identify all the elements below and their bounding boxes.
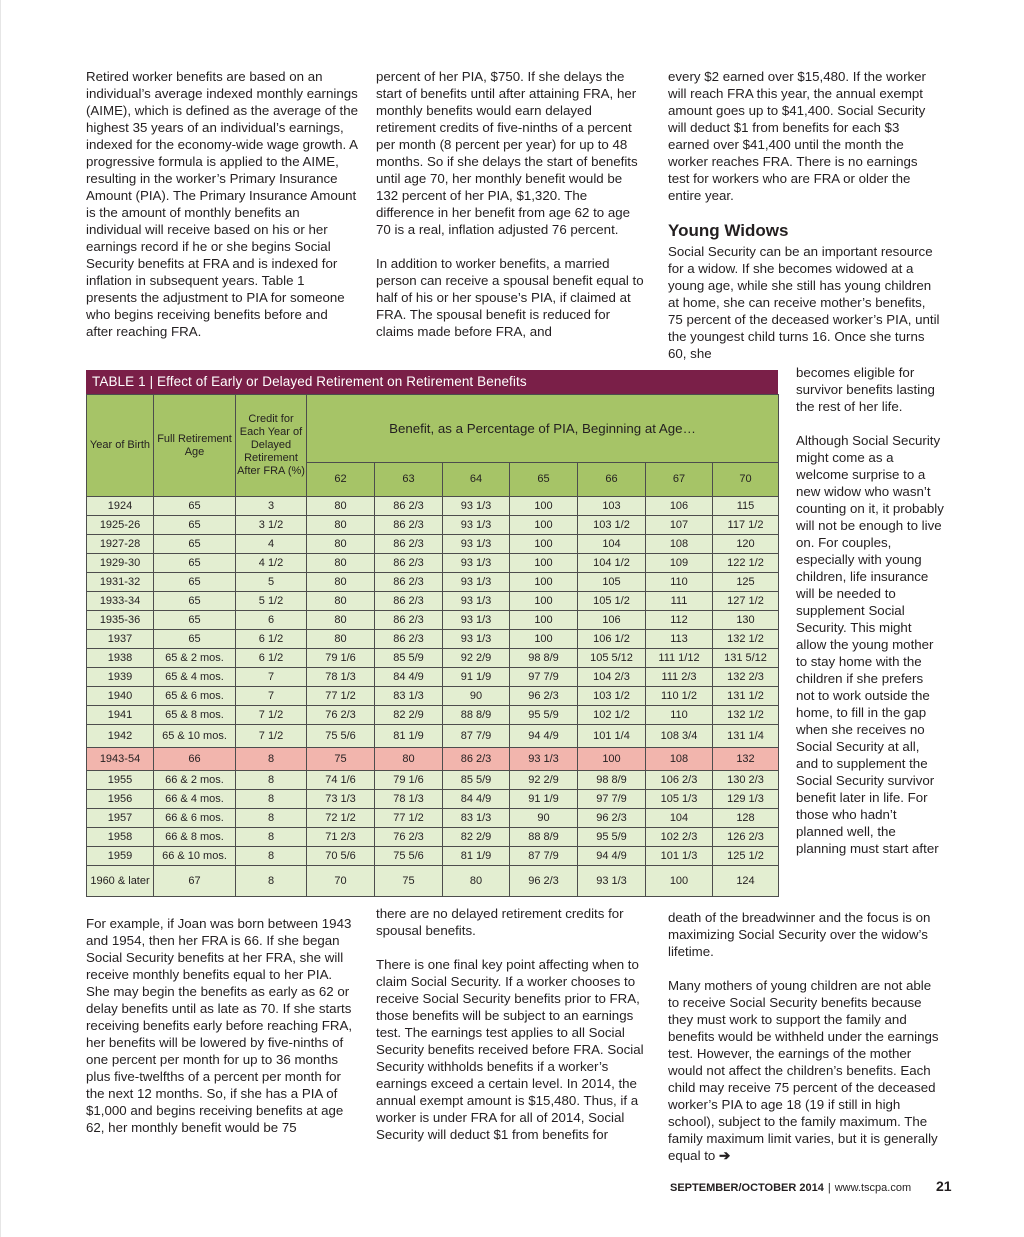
cell-benefit: 91 1/9 [510,790,578,809]
cell-benefit: 131 1/2 [713,687,779,706]
cell-fra: 66 & 10 mos. [154,847,236,866]
cell-benefit: 125 1/2 [713,847,779,866]
cell-fra: 66 & 2 mos. [154,771,236,790]
cell-benefit: 131 1/4 [713,725,779,748]
cell-credit: 8 [236,748,307,771]
cell-year: 1937 [87,630,154,649]
cell-benefit: 115 [713,497,779,516]
cell-fra: 65 [154,592,236,611]
cell-benefit: 90 [510,809,578,828]
cell-benefit: 92 2/9 [443,649,510,668]
cell-benefit: 80 [307,554,375,573]
cell-year: 1927-28 [87,535,154,554]
cell-fra: 65 & 2 mos. [154,649,236,668]
issue-date: SEPTEMBER/OCTOBER 2014 [670,1182,824,1194]
cell-fra: 65 [154,497,236,516]
column-3 [668,68,940,362]
cell-benefit: 75 [307,748,375,771]
cell-credit: 8 [236,828,307,847]
cell-fra: 65 & 10 mos. [154,725,236,748]
table-row [87,535,779,554]
cell-benefit: 103 1/2 [578,687,646,706]
page-number: 21 [936,1178,952,1194]
cell-benefit: 105 5/12 [578,649,646,668]
cell-benefit: 86 2/3 [375,573,443,592]
paragraph [668,977,944,1164]
cell-benefit: 88 8/9 [510,828,578,847]
cell-fra: 66 & 8 mos. [154,828,236,847]
cell-benefit: 82 2/9 [443,828,510,847]
cell-benefit: 104 [578,535,646,554]
table-row [87,687,779,706]
cell-fra: 66 [154,748,236,771]
paragraph: Retired worker benefits are based on an individual’s average indexed monthly earnings (AIME), which is defined as the average of the highest 35 years of an individual’s earnings, indexed for the economy-wide wage growth. A progressive formula is applied to the AIME, resulting in the worker’s Primary Insurance Amount (PIA). The Primary Insurance Amount is the amount of monthly benefits an individual will receive based on his or her earnings record if he or she begins Social Security benefits at FRA and is indexed for inflation in subsequent years. Table 1 presents the adjustment to PIA for someone who begins receiving benefits before and after reaching FRA. [86,69,358,339]
paragraph-text: Many mothers of young children are not able to receive Social Security benefits because they must work to support the family and benefits would be withheld under the earnings test. However, the earnings of the mother would not affect the children’s benefits. Each child may receive 75 percent of the deceased worker’s PIA to age 18 (19 if still in high school), subject to the family maximum. The family maximum limit varies, but it is generally equal to [668,978,939,1163]
cell-fra: 67 [154,866,236,897]
cell-benefit: 100 [510,516,578,535]
cell-benefit: 106 2/3 [646,771,713,790]
table-row [87,516,779,535]
cell-credit: 4 1/2 [236,554,307,573]
header-year-of-birth: Year of Birth [87,395,154,497]
table-row [87,809,779,828]
cell-benefit: 112 [646,611,713,630]
cell-benefit: 105 [578,573,646,592]
cell-benefit: 102 1/2 [578,706,646,725]
cell-benefit: 83 1/3 [375,687,443,706]
cell-benefit: 80 [307,516,375,535]
cell-benefit: 104 2/3 [578,668,646,687]
cell-credit: 3 1/2 [236,516,307,535]
cell-benefit: 132 [713,748,779,771]
cell-credit: 7 [236,668,307,687]
cell-benefit: 86 2/3 [443,748,510,771]
cell-fra: 66 & 6 mos. [154,809,236,828]
cell-benefit: 111 2/3 [646,668,713,687]
cell-year: 1924 [87,497,154,516]
cell-fra: 65 [154,554,236,573]
cell-benefit: 102 2/3 [646,828,713,847]
cell-benefit: 127 1/2 [713,592,779,611]
header-age: 62 [307,463,375,497]
cell-benefit: 106 1/2 [578,630,646,649]
cell-benefit: 76 2/3 [307,706,375,725]
cell-benefit: 82 2/9 [375,706,443,725]
cell-benefit: 76 2/3 [375,828,443,847]
cell-benefit: 70 5/6 [307,847,375,866]
cell-credit: 8 [236,771,307,790]
cell-benefit: 93 1/3 [443,592,510,611]
page-edge [0,0,1,1237]
cell-year: 1940 [87,687,154,706]
cell-credit: 8 [236,866,307,897]
paragraph: death of the breadwinner and the focus is on maximizing Social Security over the widow’s lifetime. [668,910,931,959]
cell-benefit: 88 8/9 [443,706,510,725]
cell-benefit: 110 1/2 [646,687,713,706]
table-row [87,790,779,809]
cell-benefit: 86 2/3 [375,592,443,611]
cell-benefit: 100 [578,748,646,771]
cell-benefit: 93 1/3 [443,573,510,592]
table-row [87,592,779,611]
table-row [87,725,779,748]
cell-fra: 65 [154,573,236,592]
cell-benefit: 105 1/2 [578,592,646,611]
cell-benefit: 100 [510,592,578,611]
cell-benefit: 104 [646,809,713,828]
cell-benefit: 91 1/9 [443,668,510,687]
cell-benefit: 81 1/9 [375,725,443,748]
cell-benefit: 131 5/12 [713,649,779,668]
cell-benefit: 74 1/6 [307,771,375,790]
cell-benefit: 87 7/9 [510,847,578,866]
cell-credit: 6 1/2 [236,649,307,668]
paragraph: every $2 earned over $15,480. If the worker will reach FRA this year, the annual exempt amount goes up to $41,400. Social Security will deduct $1 from benefits for each $3 earned over $41,400 until the month the worker reaches FRA. There is no earnings test for workers who are FRA or older the entire year. [668,69,926,203]
cell-benefit: 93 1/3 [443,535,510,554]
cell-benefit: 132 2/3 [713,668,779,687]
cell-year: 1955 [87,771,154,790]
cell-benefit: 113 [646,630,713,649]
cell-year: 1925-26 [87,516,154,535]
cell-benefit: 93 1/3 [443,630,510,649]
cell-benefit: 80 [307,592,375,611]
table-row [87,828,779,847]
cell-year: 1960 & later [87,866,154,897]
cell-benefit: 93 1/3 [443,497,510,516]
cell-benefit: 100 [510,535,578,554]
cell-benefit: 78 1/3 [375,790,443,809]
paragraph: becomes eligible for survivor benefits lasting the rest of her life. [796,365,935,414]
table-row [87,847,779,866]
cell-benefit: 130 2/3 [713,771,779,790]
continue-arrow-icon: ➔ [719,1148,731,1163]
cell-benefit: 92 2/9 [510,771,578,790]
table-row [87,866,779,897]
table-row [87,668,779,687]
cell-benefit: 107 [646,516,713,535]
cell-benefit: 80 [307,535,375,554]
column-1 [86,68,358,340]
cell-credit: 8 [236,809,307,828]
cell-fra: 65 [154,516,236,535]
cell-benefit: 93 1/3 [443,554,510,573]
cell-fra: 65 & 8 mos. [154,706,236,725]
cell-benefit: 96 2/3 [510,866,578,897]
cell-year: 1943-54 [87,748,154,771]
cell-year: 1933-34 [87,592,154,611]
cell-benefit: 100 [510,573,578,592]
cell-benefit: 110 [646,573,713,592]
cell-year: 1935-36 [87,611,154,630]
cell-benefit: 90 [443,687,510,706]
table-row [87,706,779,725]
table-row [87,630,779,649]
cell-benefit: 75 [375,866,443,897]
footer-separator: | [827,1182,831,1194]
cell-benefit: 80 [307,611,375,630]
cell-benefit: 77 1/2 [307,687,375,706]
cell-benefit: 86 2/3 [375,535,443,554]
cell-benefit: 103 [578,497,646,516]
cell-credit: 7 [236,687,307,706]
cell-benefit: 129 1/3 [713,790,779,809]
cell-benefit: 79 1/6 [375,771,443,790]
cell-benefit: 95 5/9 [510,706,578,725]
cell-credit: 7 1/2 [236,706,307,725]
cell-benefit: 84 4/9 [375,668,443,687]
section-heading: Young Widows [668,221,789,240]
cell-benefit: 98 8/9 [510,649,578,668]
cell-year: 1942 [87,725,154,748]
cell-benefit: 73 1/3 [307,790,375,809]
cell-benefit: 80 [307,573,375,592]
cell-benefit: 126 2/3 [713,828,779,847]
cell-fra: 65 & 6 mos. [154,687,236,706]
column-3-bottom [668,909,944,1164]
header-benefit-percentage: Benefit, as a Percentage of PIA, Beginning at Age… [307,395,779,463]
paragraph: In addition to worker benefits, a married person can receive a spousal benefit equal to half of his or her spouse’s PIA, if claimed at FRA. The spousal benefit is reduced for claims made before FRA, and [376,256,644,339]
cell-benefit: 105 1/3 [646,790,713,809]
page-footer [670,1180,960,1196]
cell-fra: 65 [154,630,236,649]
column-3-narrow [796,364,944,857]
cell-benefit: 96 2/3 [578,809,646,828]
cell-fra: 65 & 4 mos. [154,668,236,687]
cell-year: 1931-32 [87,573,154,592]
cell-benefit: 71 2/3 [307,828,375,847]
cell-benefit: 97 7/9 [578,790,646,809]
cell-benefit: 128 [713,809,779,828]
cell-year: 1958 [87,828,154,847]
cell-benefit: 125 [713,573,779,592]
paragraph: There is one final key point affecting when to claim Social Security. If a worker chooses to receive Social Security benefits prior to FRA, those benefits will be subject to an earnings test. The earnings test applies to all Social Security benefits received before FRA. Social Security withholds benefits if a worker’s earnings exceed a certain level. In 2014, the annual exempt amount is $15,480. Thus, if a worker is under FRA for all of 2014, Social Security will deduct $1 from benefits for [376,957,644,1142]
cell-credit: 7 1/2 [236,725,307,748]
cell-credit: 5 [236,573,307,592]
cell-benefit: 94 4/9 [510,725,578,748]
table-title: TABLE 1 | Effect of Early or Delayed Retirement on Retirement Benefits [86,370,778,394]
benefits-table [86,370,778,897]
cell-benefit: 111 1/12 [646,649,713,668]
header-age: 65 [510,463,578,497]
cell-benefit: 80 [307,630,375,649]
cell-benefit: 80 [307,497,375,516]
cell-credit: 3 [236,497,307,516]
cell-benefit: 86 2/3 [375,611,443,630]
paragraph: there are no delayed retirement credits for spousal benefits. [376,906,624,938]
cell-benefit: 106 [646,497,713,516]
cell-benefit: 86 2/3 [375,497,443,516]
cell-benefit: 132 1/2 [713,630,779,649]
cell-benefit: 132 1/2 [713,706,779,725]
header-age: 64 [443,463,510,497]
cell-benefit: 85 5/9 [375,649,443,668]
header-delayed-credit: Credit for Each Year of Delayed Retirement After FRA (%) [236,395,307,497]
cell-benefit: 100 [646,866,713,897]
table-row [87,497,779,516]
cell-benefit: 85 5/9 [443,771,510,790]
cell-credit: 8 [236,790,307,809]
cell-benefit: 111 [646,592,713,611]
cell-benefit: 79 1/6 [307,649,375,668]
header-age: 67 [646,463,713,497]
cell-benefit: 108 [646,535,713,554]
cell-benefit: 109 [646,554,713,573]
cell-benefit: 117 1/2 [713,516,779,535]
header-full-retirement-age: Full Retirement Age [154,395,236,497]
cell-year: 1939 [87,668,154,687]
cell-benefit: 100 [510,611,578,630]
cell-benefit: 75 5/6 [375,847,443,866]
cell-credit: 5 1/2 [236,592,307,611]
cell-year: 1929-30 [87,554,154,573]
cell-fra: 65 [154,611,236,630]
cell-year: 1956 [87,790,154,809]
cell-benefit: 93 1/3 [443,611,510,630]
cell-benefit: 98 8/9 [578,771,646,790]
bottom-column-2 [376,905,648,1143]
cell-year: 1941 [87,706,154,725]
cell-credit: 8 [236,847,307,866]
header-age: 63 [375,463,443,497]
cell-benefit: 103 1/2 [578,516,646,535]
column-2 [376,68,648,340]
bottom-column-1 [86,915,358,1136]
cell-benefit: 94 4/9 [578,847,646,866]
cell-benefit: 124 [713,866,779,897]
cell-benefit: 81 1/9 [443,847,510,866]
cell-benefit: 80 [375,748,443,771]
cell-benefit: 100 [510,630,578,649]
table-row [87,611,779,630]
cell-benefit: 108 [646,748,713,771]
cell-benefit: 96 2/3 [510,687,578,706]
cell-benefit: 93 1/3 [443,516,510,535]
cell-benefit: 97 7/9 [510,668,578,687]
cell-benefit: 80 [443,866,510,897]
cell-benefit: 77 1/2 [375,809,443,828]
header-age: 66 [578,463,646,497]
cell-credit: 6 [236,611,307,630]
cell-benefit: 70 [307,866,375,897]
cell-benefit: 86 2/3 [375,516,443,535]
header-age: 70 [713,463,779,497]
cell-benefit: 106 [578,611,646,630]
cell-benefit: 93 1/3 [510,748,578,771]
cell-benefit: 104 1/2 [578,554,646,573]
cell-benefit: 95 5/9 [578,828,646,847]
table-row [87,748,779,771]
cell-benefit: 78 1/3 [307,668,375,687]
paragraph: Social Security can be an important resource for a widow. If she becomes widowed at a young age, while she still has young children at home, she can receive mother’s benefits, 75 percent of the deceased worker’s PIA, until the youngest child turns 16. Once she turns 60, she [668,244,940,361]
cell-fra: 66 & 4 mos. [154,790,236,809]
cell-benefit: 84 4/9 [443,790,510,809]
cell-benefit: 72 1/2 [307,809,375,828]
cell-year: 1938 [87,649,154,668]
cell-benefit: 101 1/3 [646,847,713,866]
cell-benefit: 108 3/4 [646,725,713,748]
cell-benefit: 83 1/3 [443,809,510,828]
cell-benefit: 122 1/2 [713,554,779,573]
table-row [87,771,779,790]
cell-benefit: 130 [713,611,779,630]
paragraph: Although Social Security might come as a welcome surprise to a new widow who wasn’t counting on it, it probably will not be enough to live on. For couples, especially with young children, life insurance will be needed to supplement Social Security. This might allow the young mother to stay home with the children if she prefers not to work outside the home, to fill in the gap when she receives no Social Security at all, and to supplement the Social Security survivor benefit later in life. For those who hadn’t planned well, the planning must start after [796,433,944,856]
cell-benefit: 100 [510,497,578,516]
cell-benefit: 75 5/6 [307,725,375,748]
website-link[interactable]: www.tscpa.com [834,1182,912,1194]
cell-credit: 6 1/2 [236,630,307,649]
benefits-table-grid [86,394,779,897]
cell-credit: 4 [236,535,307,554]
cell-benefit: 100 [510,554,578,573]
cell-benefit: 93 1/3 [578,866,646,897]
cell-year: 1959 [87,847,154,866]
cell-benefit: 120 [713,535,779,554]
cell-fra: 65 [154,535,236,554]
cell-benefit: 86 2/3 [375,630,443,649]
cell-benefit: 86 2/3 [375,554,443,573]
cell-benefit: 87 7/9 [443,725,510,748]
cell-year: 1957 [87,809,154,828]
table-row [87,554,779,573]
table-row [87,649,779,668]
paragraph: percent of her PIA, $750. If she delays the start of benefits until after attaining FRA, her monthly benefits would earn delayed retirement credits of five-ninths of a percent per month (8 percent per year) for up to 48 months. So if she delays the start of benefits until age 70, her monthly benefit would be 132 percent of her PIA, $1,320. The difference in her benefit from age 62 to age 70 is a real, inflation adjusted 76 percent. [376,69,638,237]
cell-benefit: 101 1/4 [578,725,646,748]
table-row [87,573,779,592]
paragraph: For example, if Joan was born between 1943 and 1954, then her FRA is 66. If she began Social Security benefits at her FRA, she will receive monthly benefits equal to her PIA. She may begin the benefits as early as 62 or delay benefits until as late as 70. If she starts receiving benefits early before reaching FRA, her benefits will be lowered by five-ninths of one percent per month for up to 36 months plus five-twelfths of a percent per month for the next 12 months. So, if she has a PIA of $1,000 and begins receiving benefits at age 62, her monthly benefit would be 75 [86,916,353,1135]
cell-benefit: 110 [646,706,713,725]
